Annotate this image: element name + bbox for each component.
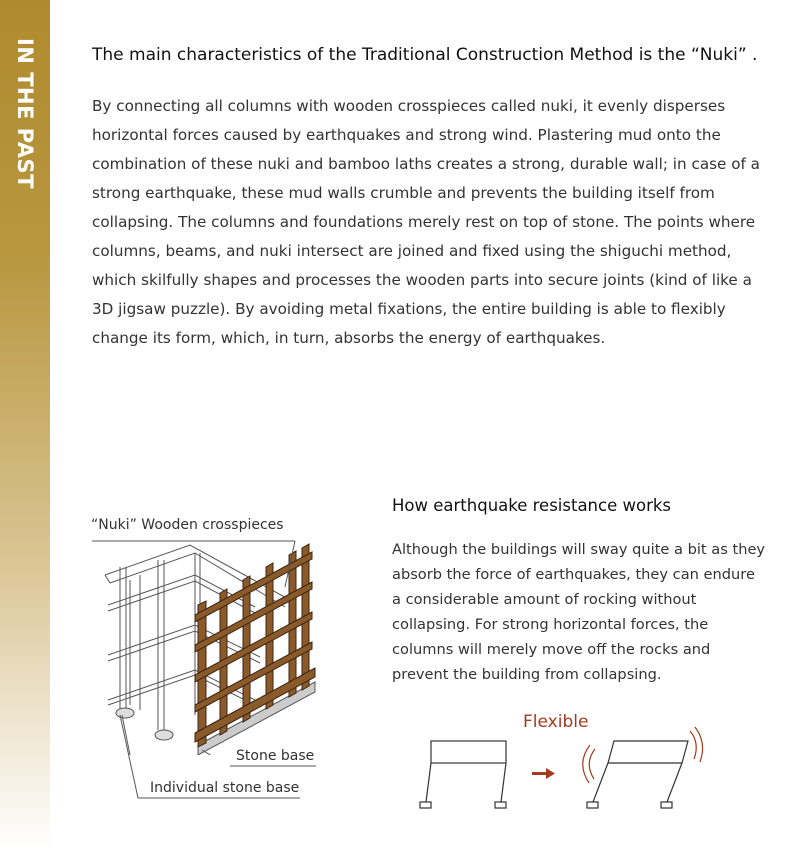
- stone-base-label: Stone base: [236, 748, 315, 764]
- earthquake-heading: How earthquake resistance works: [392, 496, 672, 515]
- arrow-right-icon: [532, 768, 555, 779]
- flexible-label: Flexible: [523, 712, 589, 732]
- nuki-label: “Nuki” Wooden crosspieces: [91, 517, 284, 533]
- individual-stone-base-label: Individual stone base: [150, 780, 300, 796]
- swaying-frame: [587, 741, 688, 808]
- page-heading: The main characteristics of the Traditional Construction Method is the “Nuki” .: [92, 45, 758, 65]
- intro-paragraph: By connecting all columns with wooden crosspieces called nuki, it evenly disperses horizontal forces caused by earthquakes and strong wind. Plastering mud onto the combination of these nuki and bamboo laths creates a strong, durable wall; in case of a strong earthquake, these mud walls crumble and prevents the building itself from collapsing. The columns and foundations merely rest on top of stone. The points where columns, beams, and nuki intersect are joined and fixed using the shiguchi method, which skilfully shapes and processes the wooden parts into secure joints (kind of like a 3D jigsaw puzzle). By avoiding metal fixations, the entire building is able to flexibly change its form, which, in turn, absorbs the energy of earthquakes.: [92, 97, 760, 347]
- flexible-frame-diagram: [410, 705, 720, 815]
- earthquake-paragraph: Although the buildings will sway quite a bit as they absorb the force of earthquakes, they can endure a considerable amount of rocking without collapsing. For strong horizontal forces, the columns will merely move off the rocks and prevent the building from collapsing.: [392, 541, 766, 683]
- section-side-title: IN THE PAST: [13, 38, 37, 189]
- upright-frame: [420, 741, 506, 808]
